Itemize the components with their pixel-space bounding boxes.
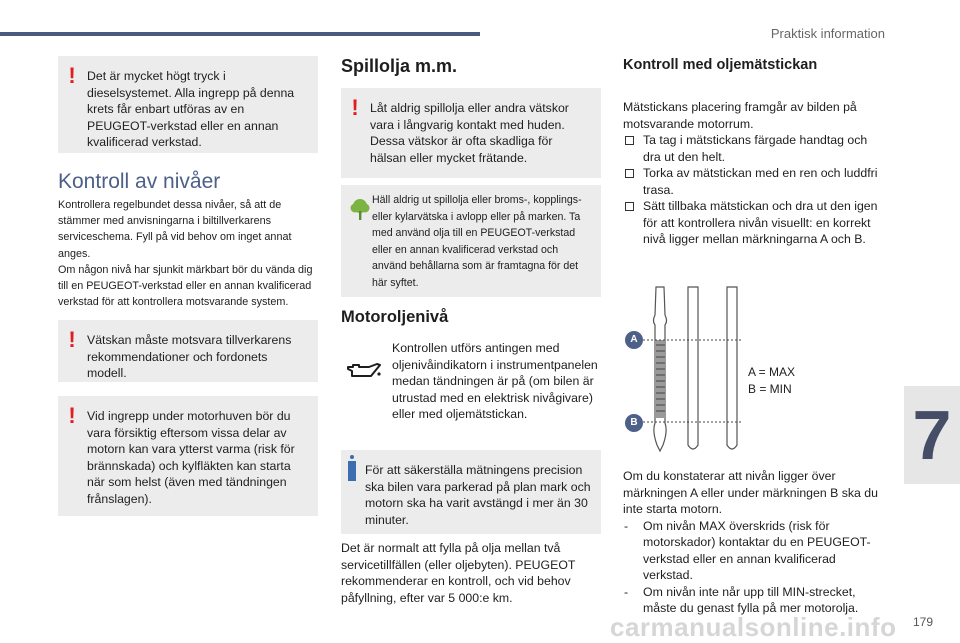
refill-text: Det är normalt att fylla på olja mellan två servicetillfällen (eller oljebyten). PEUGEOT rekommenderar en kontroll, och vid behov påfyllning, efter var 5 000:e km. [341, 541, 576, 605]
warning-box-diesel [58, 56, 318, 153]
case-item: - Om nivån MAX överskrids (risk för motorskador) kontaktar du en PEUGEOT-verkstad eller en annan kvalificerad verkstad. [623, 518, 885, 584]
step-item: Sätt tillbaka mätstickan och dra ut den igen för att kontrollera nivån visuellt: en korrekt nivå ligger mellan märkningarna A och B. [623, 198, 885, 248]
warning-icon: ! [351, 95, 359, 120]
warning-box-hot [58, 396, 318, 516]
chapter-tab: 7 [904, 386, 960, 484]
section-name: Praktisk information [770, 26, 885, 41]
info-icon [348, 461, 356, 481]
section-title-spill: Spillolja m.m. [341, 56, 458, 76]
info-text: För att säkerställa mätningens precision ska bilen vara parkerad på plan mark och motorn ska ha varit avstängd i mer än 30 minuter. [365, 463, 591, 527]
case-item: - Om nivån inte når upp till MIN-strecket, måste du genast fylla på mer motorolja. [623, 584, 885, 617]
warning-icon: ! [68, 63, 76, 88]
warning-text: Det är mycket högt tryck i dieselsystemet. Alla ingrepp på denna krets får enbart utföras av en PEUGEOT-verkstad eller en annan kvalificerad verkstad. [87, 69, 295, 149]
warning-text: Låt aldrig spillolja eller andra vätskor vara i långvarig kontakt med huden. Dessa vätskor är ofta skadliga för hälsan eller mycket frätande. [370, 101, 569, 165]
warning-text: Vid ingrepp under motorhuven bör du vara försiktig eftersom vissa delar av motorn kan vara ytterst varma (risk för brännskada) och kylfläkten kan starta när som helst (även med tändningen frånslagen). [87, 409, 295, 506]
level-result-text [623, 468, 885, 617]
intro-paragraph-2: Om någon nivå har sjunkit märkbart bör du vända dig till en PEUGEOT-verkstad eller en annan kvalificerad verkstad för att kontrollera motsvarande system. [58, 263, 313, 309]
dipstick-illustration [625, 285, 750, 455]
warning-icon: ! [68, 403, 76, 428]
watermark: carmanualsonline.info [610, 612, 897, 642]
legend-max: A = MAX [748, 365, 796, 379]
info-box [341, 450, 601, 534]
tree-icon [350, 197, 370, 221]
warning-text: Vätskan måste motsvara tillverkarens rekommendationer och fordonets modell. [87, 333, 292, 380]
marker-a: A [625, 331, 643, 349]
eco-text: Häll aldrig ut spillolja eller broms-, kopplings- eller kylarvätska i avlopp eller på marken. Ta med använd olja till en PEUGEOT-verkstad eller en annan kvalificerad verkstad och använd behållarna som är framtagna för det här syftet. [372, 194, 582, 289]
warning-box-spill [341, 88, 601, 178]
eco-box [341, 185, 601, 297]
dipstick-intro: Mätstickans placering framgår av bilden på motsvarande motorrum. [623, 100, 857, 131]
section-title-dipstick: Kontroll med oljemätstickan [623, 57, 818, 73]
page-title: Kontroll av nivåer [58, 170, 221, 193]
legend-min: B = MIN [748, 381, 792, 396]
intro-paragraph-1: Kontrollera regelbundet dessa nivåer, så att de stämmer med anvisningarna i biltillverkarens serviceschema. Fyll på vid behov om inget annat anges. [58, 199, 292, 260]
section-title-oil: Motoroljenivå [341, 308, 449, 326]
level-warning: Om du konstaterar att nivån ligger över märkningen A eller under märkningen B ska du inte starta motorn. [623, 469, 878, 516]
dipstick-instructions [623, 99, 885, 248]
warning-icon: ! [68, 327, 76, 352]
oil-can-icon [344, 360, 382, 382]
intro-text [58, 197, 318, 310]
header-rule [0, 32, 480, 36]
step-item: Ta tag i mätstickans färgade handtag och dra ut den helt. [623, 132, 885, 165]
dipstick-legend [748, 364, 795, 397]
oil-level-text: Kontrollen utförs antingen med oljenivåindikatorn i instrumentpanelen medan tändningen är på (om bilen är utrustad med en elektrisk nivågivare) eller med oljemätstickan. [392, 341, 598, 421]
page-number: 179 [912, 615, 933, 629]
step-item: Torka av mätstickan med en ren och luddfri trasa. [623, 165, 885, 198]
marker-b: B [625, 414, 643, 432]
warning-box-fluid [58, 320, 318, 382]
